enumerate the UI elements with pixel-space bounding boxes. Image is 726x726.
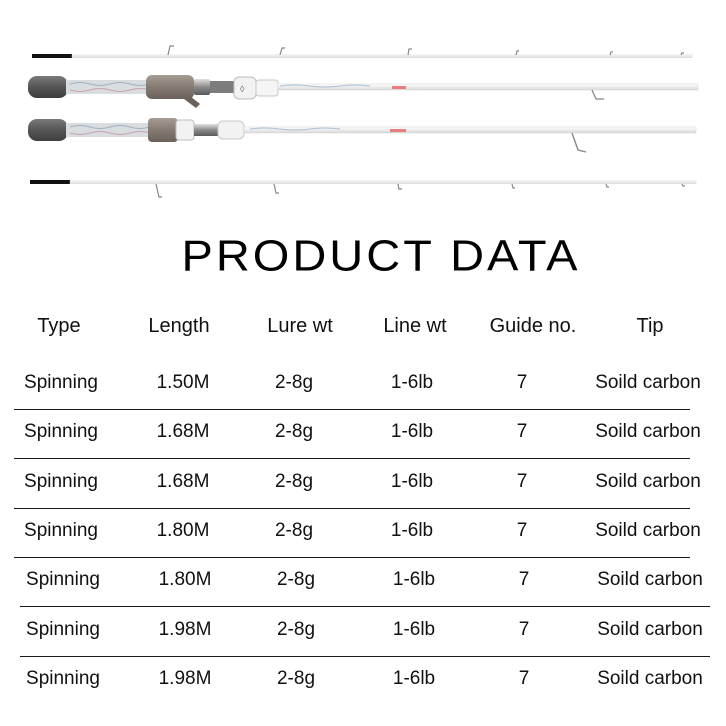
- cell-type: Spinning: [24, 519, 98, 541]
- table-row: [0, 419, 726, 468]
- cell-line-wt: 1-6lb: [392, 618, 436, 640]
- table-header: [0, 312, 726, 342]
- cell-tip: Soild carbon: [595, 519, 701, 541]
- cell-line-wt: 1-6lb: [390, 372, 434, 393]
- cell-line-wt: 1-6lb: [390, 470, 434, 492]
- cell-guide-no: 7: [516, 519, 528, 541]
- cell-type: Spinning: [26, 618, 100, 640]
- cell-length: 1.50M: [156, 372, 210, 393]
- page-title: PRODUCT DATA: [181, 231, 581, 280]
- cell-lure-wt: 2-8g: [274, 372, 314, 393]
- cell-type: Spinning: [26, 569, 100, 591]
- cell-tip: Soild carbon: [597, 618, 703, 640]
- row-divider: [14, 458, 690, 459]
- header-line-wt: Line wt: [383, 315, 447, 337]
- cell-lure-wt: 2-8g: [276, 569, 316, 591]
- cell-line-wt: 1-6lb: [392, 667, 436, 689]
- cell-tip: Soild carbon: [595, 372, 701, 393]
- cell-type: Spinning: [24, 372, 98, 393]
- svg-text:◊: ◊: [240, 84, 245, 94]
- row-divider: [14, 508, 690, 509]
- cell-tip: Soild carbon: [597, 569, 703, 591]
- cell-type: Spinning: [26, 667, 100, 689]
- cell-length: 1.98M: [158, 667, 212, 689]
- table-row: [0, 518, 726, 567]
- cell-line-wt: 1-6lb: [392, 569, 436, 591]
- cell-tip: Soild carbon: [595, 470, 701, 492]
- table-row: [0, 567, 726, 616]
- row-divider: [20, 606, 710, 607]
- header-length: Length: [148, 315, 210, 337]
- table-row: [0, 469, 726, 518]
- cell-length: 1.68M: [156, 421, 210, 443]
- cell-lure-wt: 2-8g: [276, 667, 316, 689]
- row-divider: [20, 656, 710, 657]
- fishing-rods-product-image: [0, 0, 726, 230]
- cell-length: 1.80M: [158, 569, 212, 591]
- table-row: [0, 617, 726, 666]
- cell-guide-no: 7: [516, 372, 528, 393]
- header-lure-wt: Lure wt: [267, 315, 333, 337]
- header-guide-no: Guide no.: [489, 315, 577, 337]
- cell-tip: Soild carbon: [595, 421, 701, 443]
- cell-lure-wt: 2-8g: [274, 470, 314, 492]
- cell-length: 1.98M: [158, 618, 212, 640]
- cell-line-wt: 1-6lb: [390, 519, 434, 541]
- cell-tip: Soild carbon: [597, 667, 703, 689]
- cell-length: 1.68M: [156, 470, 210, 492]
- cell-guide-no: 7: [518, 618, 530, 640]
- header-tip: Tip: [636, 315, 664, 337]
- rod-tip-section-2: [30, 180, 696, 197]
- cell-length: 1.80M: [156, 519, 210, 541]
- cell-lure-wt: 2-8g: [274, 519, 314, 541]
- header-type: Type: [37, 315, 81, 337]
- row-divider: [14, 409, 690, 410]
- cell-lure-wt: 2-8g: [274, 421, 314, 443]
- cell-guide-no: 7: [518, 569, 530, 591]
- rod-butt-section-spinning: [28, 118, 696, 152]
- table-row: [0, 370, 726, 419]
- rod-butt-section-casting: [28, 75, 698, 108]
- cell-lure-wt: 2-8g: [276, 618, 316, 640]
- cell-guide-no: 7: [518, 667, 530, 689]
- cell-line-wt: 1-6lb: [390, 421, 434, 443]
- table-row: [0, 666, 726, 715]
- cell-type: Spinning: [24, 421, 98, 443]
- cell-guide-no: 7: [516, 421, 528, 443]
- row-divider: [14, 557, 690, 558]
- cell-type: Spinning: [24, 470, 98, 492]
- rod-tip-section-1: [32, 46, 692, 58]
- cell-guide-no: 7: [516, 470, 528, 492]
